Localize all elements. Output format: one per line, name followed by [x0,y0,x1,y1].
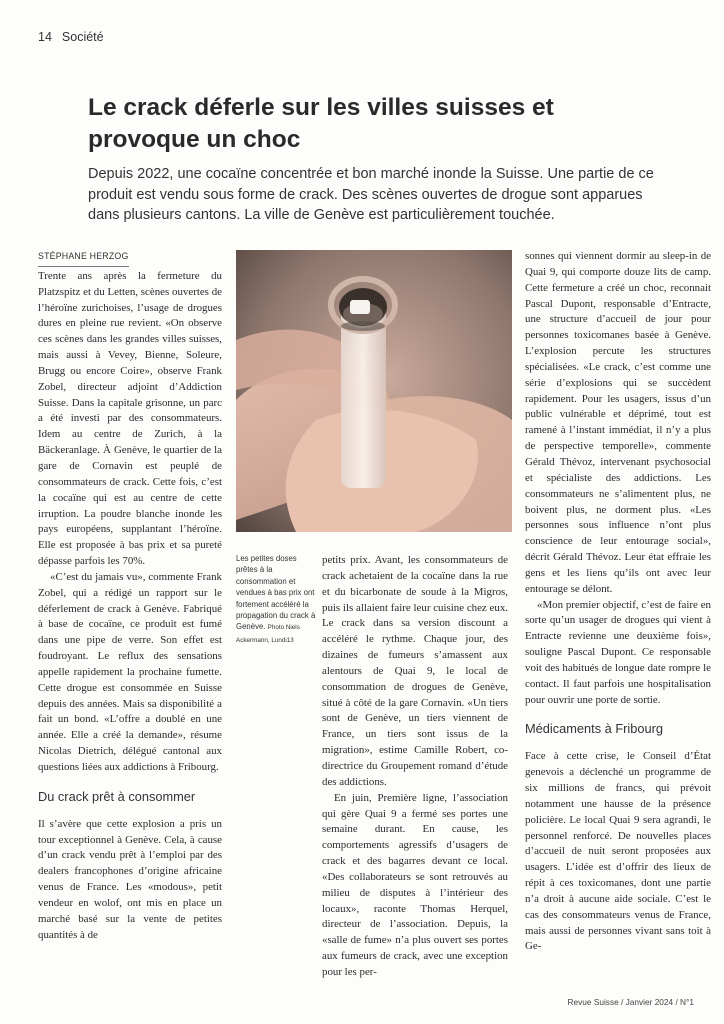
paragraph: En juin, Première ligne, l’association qui gère Quai 9 a fermé ses portes une semaine durant. En cause, les comportements agressifs d’usagers de crack et des bagarres devant ce local. «Des collaborateurs se sont retrouvés au milieu de disputes à l’intérieur des locaux», raconte Thomas Herquel, directeur de l’association. Depuis, la «salle de fume» n’a plus ouvert ses portes aux fumeurs de crack, avec une exception pour les per- [322,791,508,978]
paragraph: petits prix. Avant, les consommateurs de crack achetaient de la cocaïne dans la rue et du bicarbonate de soude à la Migros, puis ils allaient faire leur cuisine chez eux. Le crack dans sa version discount a accéléré le rythme. Chaque jour, des dizaines de fumeurs s’amassent aux alentours de Quai 9, le local de consommation de drogues de Genève, situé à côté de la gare Cornavin. «Un tiers sont de Genève, un tiers viennent de France, un tiers sont issus de la migration», estime Camille Robert, co-directrice du Groupement romand d’étude des addictions. [322,554,508,788]
column-1 [38,249,222,943]
photo-caption [236,553,316,646]
article-title: Le crack déferle sur les villes suisses et provoque un choc [88,94,554,153]
crack-pipe-photo [236,250,512,532]
subheading: Médicaments à Fribourg [525,721,663,737]
paragraph: Il s’avère que cette explosion a pris un tour exceptionnel à Genève. Cela, à cause d’un crack vendu prêt à l’emploi par des dealers francophones d’origine africaine venus de France. Les «modous», petit vendeur en wolof, ont mis en place un marché basé sur la vente de petites quantités à de [38,817,222,941]
subheading: Du crack prêt à consommer [38,788,196,804]
page-number: 14 [38,30,52,44]
page-header [38,30,104,44]
page-footer: Revue Suisse / Janvier 2024 / N°1 [567,997,694,1007]
section-name: Société [61,30,104,44]
caption-text: Les petites doses prêtes à la consommation et vendues à bas prix ont fortement accéléré la propagation du crack à Genève. [236,554,316,632]
paragraph: Face à cette crise, le Conseil d’État genevois a déclenché un programme de six millions de francs, qui prévoit notamment une hausse de la présence policière. Le local Quai 9 sera agrandi, le personnel renforcé. De nouvelles places d’accueil de nuit seront proposées aux usagers. L’idée est d’offrir des lieux de répit à ces toxicomanes, dont une partie n’a droit à aucune aide sociale. C’est le cas des consommateurs venus de France, mais aussi de personnes vivant sans toit à Ge- [525,750,711,953]
column-3 [525,249,711,955]
article-lead: Depuis 2022, une cocaïne concentrée et bon marché inonde la Suisse. Une partie de ce produit est vendu sous forme de crack. Des scènes ouvertes de drogue sont apparues dans plusieurs cantons. La ville de Genève est particulièrement touchée. [88,166,654,223]
photo-credit: Photo Niels Ackermann, Lundi13 [236,624,300,644]
paragraph: «Mon premier objectif, c’est de faire en sorte qu’un usager de drogues qui vient à Entracte revienne une deuxième fois», souligne Pascal Dupont. Ce responsable voit des habitués de longue date rompre le contact. Il faut parfois une hospitalisation pour ouvrir une porte de sortie. [525,598,711,706]
column-2 [322,553,508,981]
paragraph: «C’est du jamais vu», commente Frank Zobel, qui a rédigé un rapport sur le déferlement de crack à Genève. Fabriqué à base de cocaïne, ce produit est fumé dans une pipe de verre. Son effet est foudroyant. Le reflux des sensations appelle rapidement la prochaine fumette. Cette drogue est consommée en Suisse depuis des années. Mais sa disponibilité a fait un bond. «L’offre a doublé en une année. Elle a créé la demande», résume Nicolas Dietrich, délégué cantonal aux questions liées aux addictions à Fribourg. [38,570,222,773]
author-byline: STÉPHANE HERZOG [38,249,129,267]
paragraph: sonnes qui viennent dormir au sleep-in de Quai 9, qui comporte douze lits de camp. Cette fermeture a créé un choc, reconnait Pascal Dupont, responsable d’Entracte, une structure d’accueil de jour pour personnes toxicomanes basée à Genève. L’explosion percute les structures spécialisées. «Le crack, c’est comme une série d’explosions qui se succèdent rapidement. Pour les usagers, issus d’un public vulnérable et déprimé, tout est ramené à l’instant immédiat, il n’y a plus de perspective temporelle», commente Gérald Thévoz, intervenant psychosocial et spécialiste des addictions. Les consommateurs ne s’alimentent plus, ne boivent plus, ne dorment plus. «Les personnes sous influence n’ont plus conscience de leur entourage social», décrit Gérald Thévoz. Leur état effraie les gens et les liens qu’ils ont avec leur entourage se délont. [525,250,711,595]
paragraph: Trente ans après la fermeture du Platzspitz et du Letten, scènes ouvertes de l’héroïne zurichoises, l’usage de drogues dures en pleine rue revient. «On observe ces scènes dans les grandes villes suisses, mais aussi à Vevey, Bienne, Soleure, Brugg ou encore Coire», observe Frank Zobel, directeur adjoint d’Addiction Suisse. Dans la capitale grisonne, un parc a été investi par des consommateurs. Idem au centre de Zurich, à la Bäckeranlage. À Genève, le quartier de la gare de Cornavin est peuplé de consommateurs de crack. Cette fois, c’est la cocaïne qui est au centre de cette irruption. La poudre blanche inonde les pays européens, supplantant l’héroïne. Elle est proposée à bas prix et sa pureté dépasse parfois les 70%. [38,269,222,568]
